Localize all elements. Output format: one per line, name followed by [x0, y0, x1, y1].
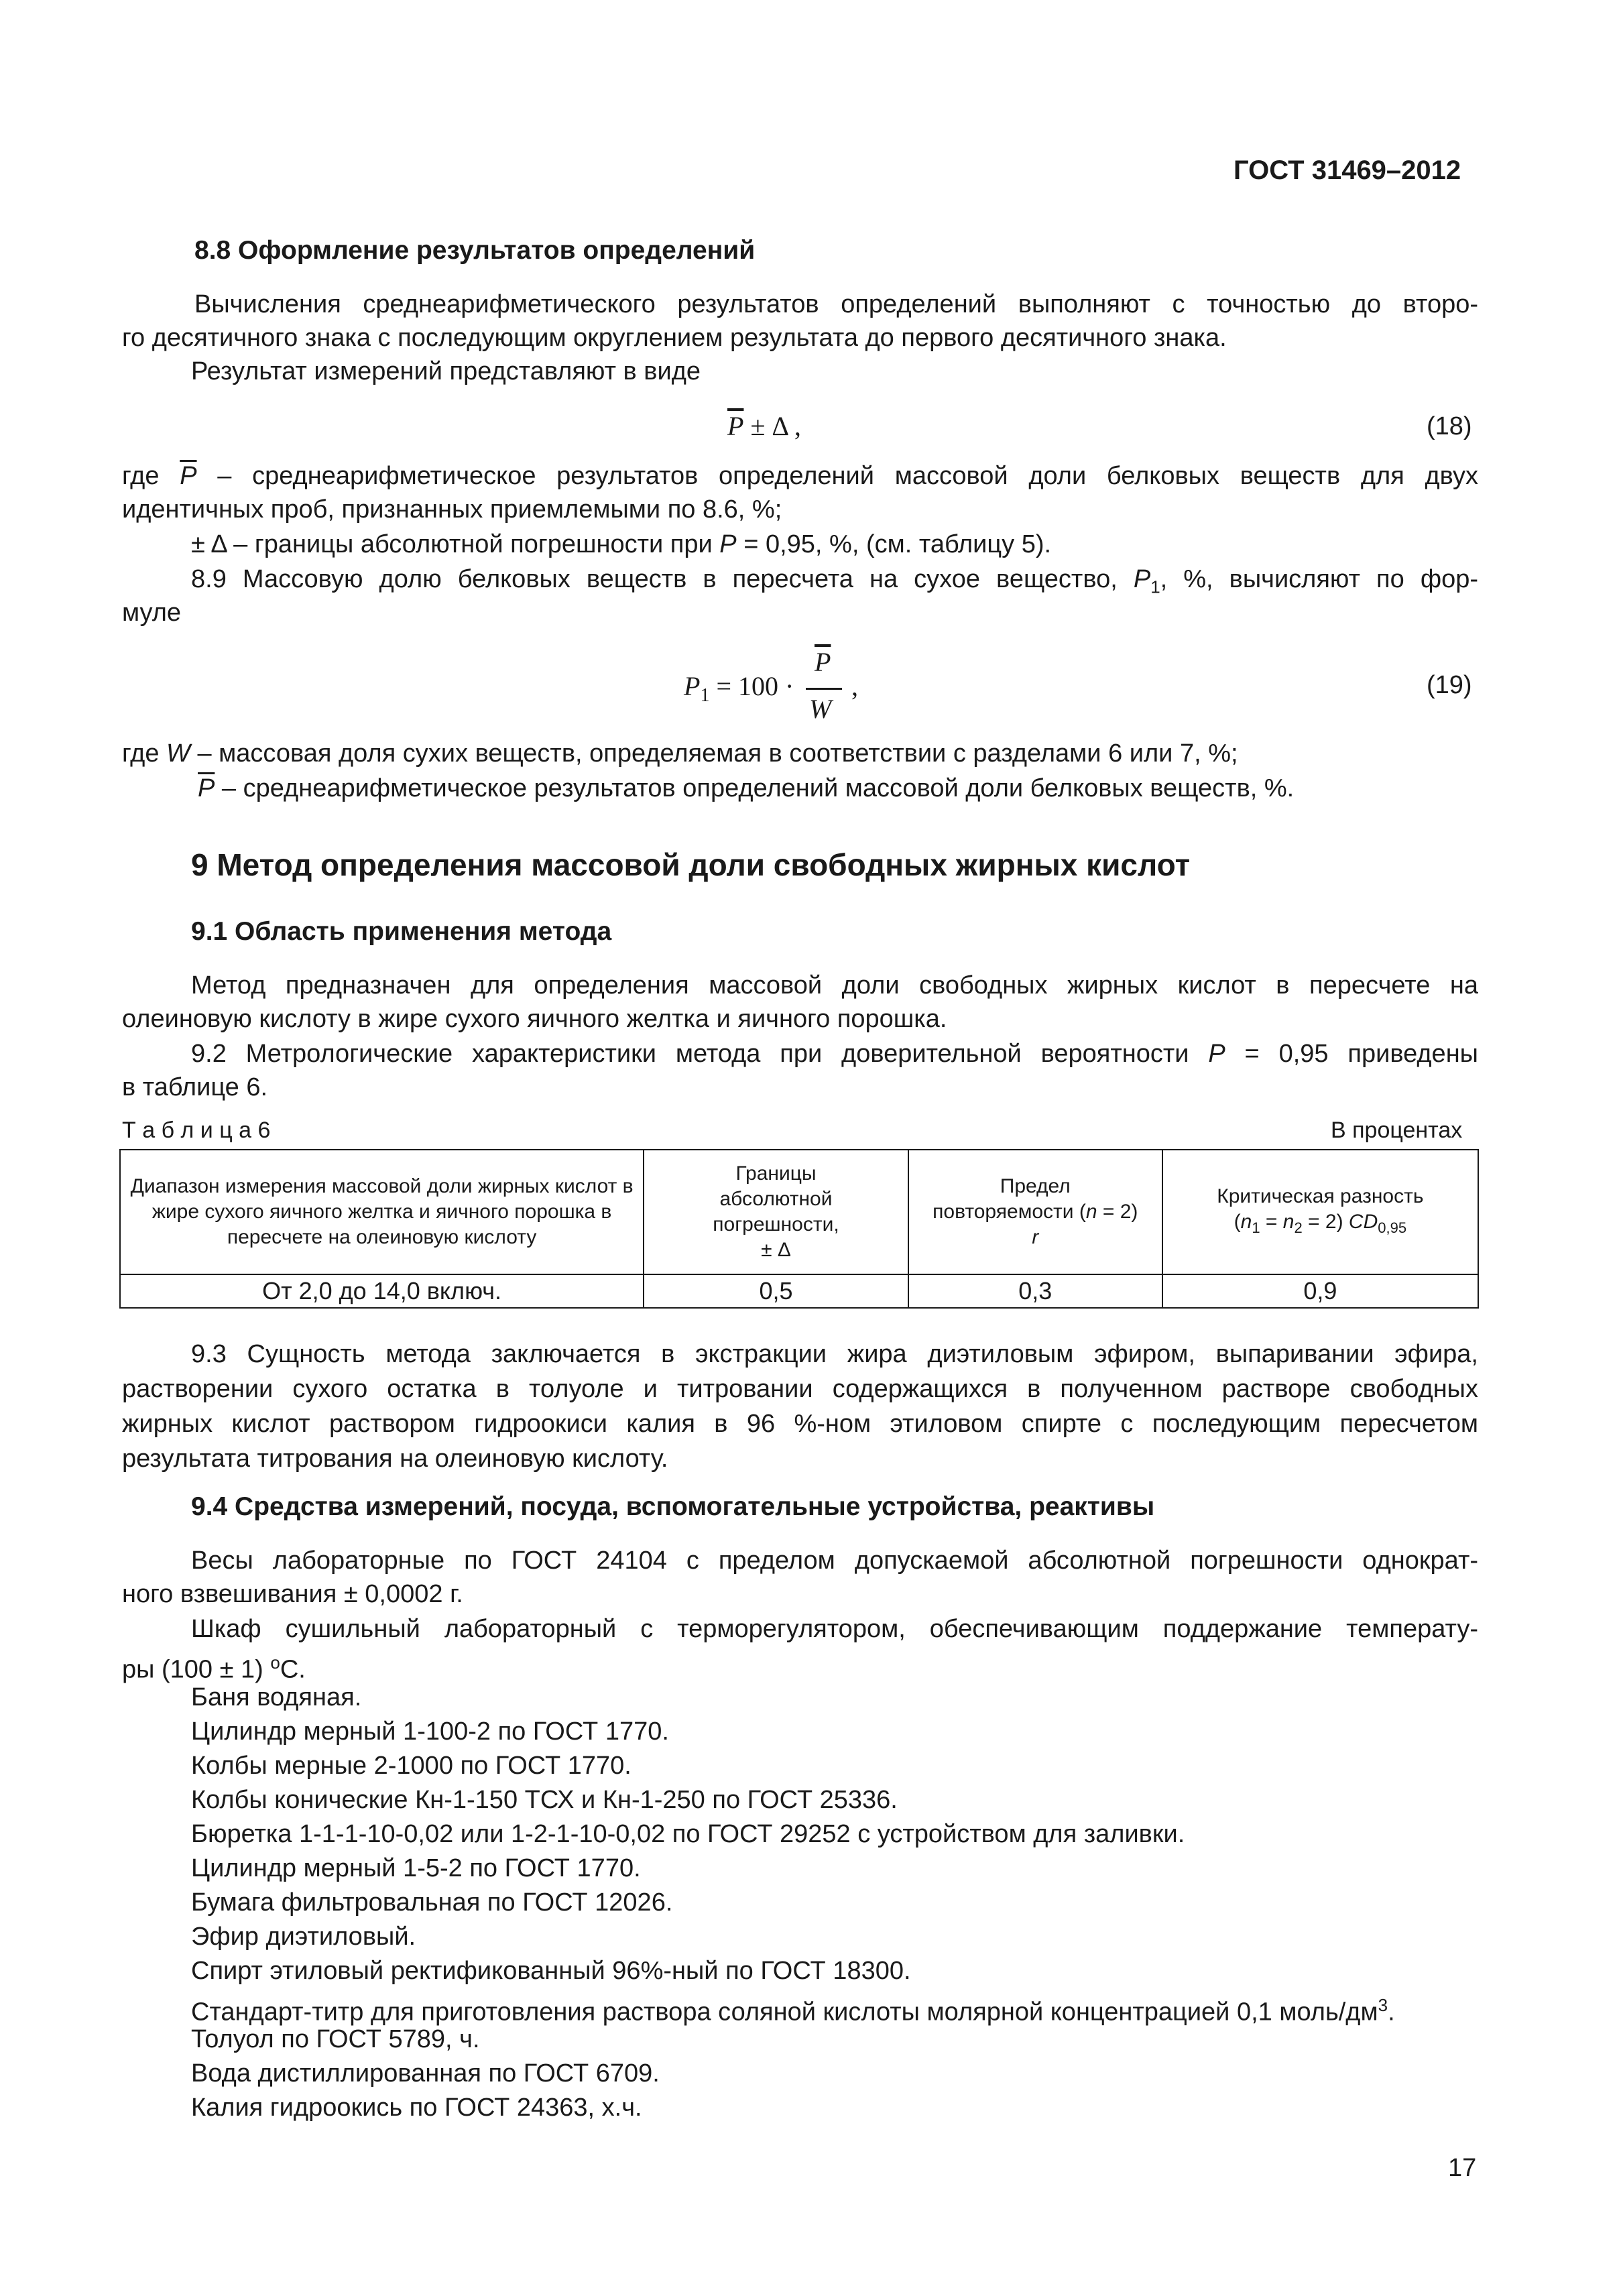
para-text: 9.2 Метрологические характеристики метода при доверительной вероятности — [191, 1040, 1209, 1068]
list-item: Колбы мерные 2-1000 по ГОСТ 1770. — [191, 1752, 632, 1780]
section-8-8-heading: 8.8 Оформление результатов определений — [194, 236, 756, 265]
header-sub: 2 — [1294, 1219, 1303, 1236]
paragraph-line — [191, 1036, 1478, 1071]
where-var: $\overline{P}$ — [198, 774, 215, 802]
header-text: = 2) — [1302, 1210, 1349, 1233]
formula-text: = 100 · — [709, 671, 794, 701]
where-line: идентичных проб, признанных приемлемыми по 8.6, %; — [122, 495, 782, 524]
formula-18 — [727, 410, 801, 442]
paragraph-line: Результат измерений представляют в виде — [191, 357, 701, 385]
list-item: Калия гидроокись по ГОСТ 24363, х.ч. — [191, 2094, 642, 2122]
header-var: n — [1085, 1201, 1097, 1223]
para-var: P — [1208, 1040, 1225, 1068]
header-sub: 0,95 — [1378, 1219, 1407, 1236]
where-var: P — [719, 530, 737, 558]
formula-denominator: W — [809, 694, 832, 724]
para-sub: 1 — [1150, 577, 1160, 597]
table-units: В процентах — [1331, 1117, 1463, 1143]
formula-numerator: $\overline{P}$ — [815, 647, 831, 677]
list-item-text: . — [1388, 1998, 1395, 2027]
where-text: = 0,95, %, (см. таблицу 5). — [736, 530, 1052, 558]
header-text: = 2) — [1097, 1201, 1138, 1223]
list-item: Бюретка 1-1-1-10-0,02 или 1-2-1-10-0,02 по ГОСТ 29252 с устройством для заливки. — [191, 1820, 1185, 1848]
header-text: Предел — [1000, 1175, 1071, 1197]
where-label: где — [122, 462, 160, 490]
header-sub: 1 — [1252, 1219, 1260, 1236]
paragraph-line — [191, 562, 1478, 605]
equipment-text: С. — [280, 1655, 306, 1684]
header-text: повторяемости ( — [933, 1201, 1086, 1223]
para-text: 8.9 Массовую долю белковых веществ в пересчета на сухое вещество, — [191, 565, 1134, 593]
list-item: Цилиндр мерный 1-100-2 по ГОСТ 1770. — [191, 1717, 669, 1746]
where-text: – массовая доля сухих веществ, определяемая в соответствии с разделами 6 или 7, %; — [190, 739, 1238, 768]
header-text: абсолютной — [719, 1188, 833, 1210]
section-9-1-heading: 9.1 Область применения метода — [191, 917, 612, 946]
header-var: r — [1032, 1226, 1039, 1248]
where-var: $\overline{P}$ — [180, 462, 197, 490]
where-text: – среднеарифметическое результатов определений массовой доли белковых веществ для двух — [217, 462, 1479, 490]
list-item: Колбы конические Кн-1-150 ТСХ и Кн-1-250 по ГОСТ 25336. — [191, 1786, 898, 1814]
list-item: Спирт этиловый ректификованный 96%-ный по ГОСТ 18300. — [191, 1957, 911, 1985]
formula-var: $\overline{P}$ — [727, 411, 744, 441]
header-text: Диапазон измерения массовой доли жирных кислот в жире сухого яичного желтка и яичного порошка в пересчете на олеиновую кислоту — [130, 1175, 634, 1248]
formula-var: P — [684, 671, 701, 701]
list-item-text: Стандарт-титр для приготовления раствора соляной кислоты молярной концентрацией 0,1 моль/дм — [191, 1998, 1378, 2027]
formula-19 — [684, 647, 885, 737]
section-9-4-heading: 9.4 Средства измерений, посуда, вспомогательные устройства, реактивы — [191, 1492, 1155, 1521]
table-6 — [119, 1149, 1479, 1309]
where-line — [122, 736, 1238, 771]
list-item: Вода дистиллированная по ГОСТ 6709. — [191, 2059, 660, 2088]
table-cell: 0,5 — [644, 1274, 908, 1308]
paragraph-line: растворении сухого остатка в толуоле и титровании содержащихся в полученном растворе свободных — [122, 1375, 1478, 1403]
where-line — [198, 771, 1294, 806]
formula-sub: 1 — [700, 685, 710, 706]
table-cell: 0,9 — [1162, 1274, 1478, 1308]
table-label: Т а б л и ц а 6 — [122, 1117, 271, 1143]
where-text: ± Δ – границы абсолютной погрешности при — [191, 530, 720, 558]
header-text: ( — [1234, 1210, 1241, 1233]
paragraph-line: жирных кислот раствором гидроокиси калия в 96 %-ном этиловом спирте с последующим пересчетом — [122, 1410, 1478, 1438]
table-header-cell — [908, 1150, 1162, 1274]
list-item: Цилиндр мерный 1-5-2 по ГОСТ 1770. — [191, 1854, 641, 1882]
paragraph-line: муле — [122, 599, 182, 627]
header-var: n — [1240, 1210, 1252, 1233]
paragraph-line: 9.3 Сущность метода заключается в экстракции жира диэтиловым эфиром, выпаривании эфира, — [191, 1340, 1478, 1368]
formula-text: ± Δ , — [743, 411, 801, 441]
paragraph-line: олеиновую кислоту в жире сухого яичного желтка и яичного порошка. — [122, 1005, 947, 1033]
formula-number: (19) — [1427, 671, 1472, 699]
equipment-line: Весы лабораторные по ГОСТ 24104 с пределом допускаемой абсолютной погрешности однократ- — [191, 1547, 1478, 1575]
para-text: , %, вычисляют по фор- — [1160, 565, 1478, 593]
fraction-bar — [806, 688, 842, 690]
table-header-cell — [120, 1150, 644, 1274]
where-line — [191, 527, 1051, 562]
table-cell: 0,3 — [908, 1274, 1162, 1308]
degree-sup: о — [270, 1652, 280, 1673]
paragraph-line: в таблице 6. — [122, 1073, 268, 1101]
paragraph-line: Вычисления среднеарифметического результатов определений выполняют с точностью до второ- — [194, 290, 1478, 318]
list-item: Баня водяная. — [191, 1683, 362, 1711]
doc-code: ГОСТ 31469–2012 — [1234, 156, 1461, 185]
header-var: n — [1282, 1210, 1295, 1233]
formula-number: (18) — [1427, 412, 1472, 440]
page-number: 17 — [1448, 2154, 1477, 2182]
table-header-cell — [1162, 1150, 1478, 1274]
equipment-text: ры (100 ± 1) — [122, 1655, 271, 1684]
list-item: Толуол по ГОСТ 5789, ч. — [191, 2025, 480, 2053]
where-line — [122, 459, 1478, 493]
paragraph-line: го десятичного знака с последующим округлением результата до первого десятичного знака. — [122, 324, 1227, 352]
table-header-row — [120, 1150, 1478, 1274]
header-var: CD — [1348, 1210, 1378, 1233]
where-text: – среднеарифметическое результатов определений массовой доли белковых веществ, %. — [215, 774, 1295, 802]
header-text: = — [1260, 1210, 1283, 1233]
table-row — [120, 1274, 1478, 1308]
where-label: где — [122, 739, 167, 768]
table-cell: От 2,0 до 14,0 включ. — [120, 1274, 644, 1308]
paragraph-line: Метод предназначен для определения массовой доли свободных жирных кислот в пересчете на — [191, 971, 1478, 1000]
section-9-heading: 9 Метод определения массовой доли свободных жирных кислот — [191, 847, 1191, 882]
equipment-line: ного взвешивания ± 0,0002 г. — [122, 1580, 463, 1608]
formula-text: , — [851, 671, 858, 701]
unit-sup: 3 — [1378, 1995, 1388, 2015]
header-text: погрешности, — [713, 1213, 839, 1235]
para-text: = 0,95 приведены — [1225, 1040, 1478, 1068]
header-text: ± Δ — [761, 1239, 791, 1261]
para-var: P — [1133, 565, 1151, 593]
paragraph-line: результата титрования на олеиновую кислоту. — [122, 1445, 668, 1473]
equipment-line: Шкаф сушильный лабораторный с терморегулятором, обеспечивающим поддержание температу- — [191, 1615, 1478, 1643]
table-header-cell — [644, 1150, 908, 1274]
list-item: Бумага фильтровальная по ГОСТ 12026. — [191, 1888, 673, 1917]
list-item: Эфир диэтиловый. — [191, 1923, 416, 1951]
where-var: W — [166, 739, 190, 768]
header-text: Границы — [735, 1162, 817, 1185]
header-text: Критическая разность — [1217, 1185, 1424, 1207]
